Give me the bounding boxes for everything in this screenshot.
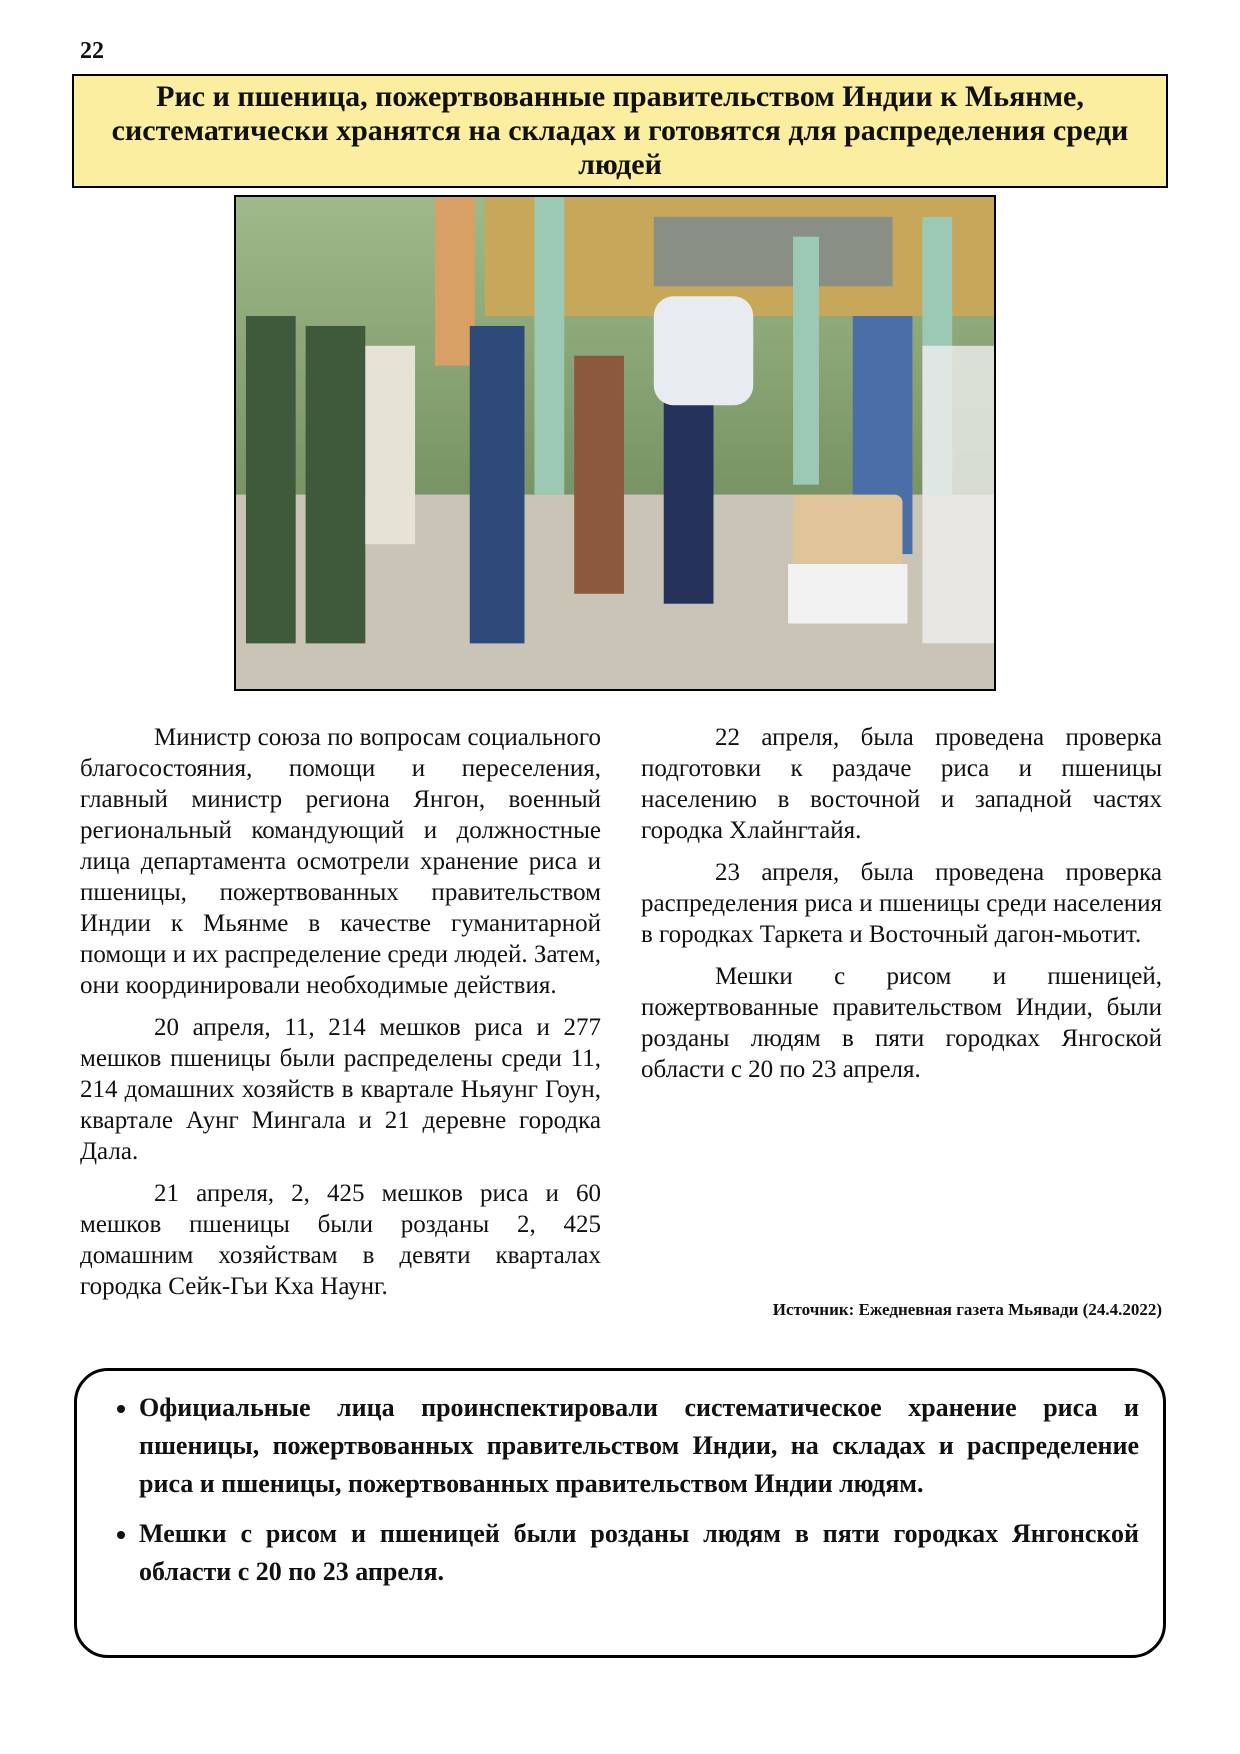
summary-bullet: • Официальные лица проинспектировали систематическое хранение риса и пшеницы, пожертвованных правительством Индии, на складах и распределение риса и пшеницы, пожертвованных правительством Индии людям. xyxy=(139,1389,1139,1503)
article-paragraph: Министр союза по вопросам социального благосостояния, помощи и переселения, главный министр региона Янгон, военный региональный командующий и должностные лица департамента осмотрели хранение риса и пшеницы, пожертвованных правительством Индии к Мьянме в качестве гуманитарной помощи и их распределение среди людей. Затем, они координировали необходимые действия. xyxy=(80,724,601,999)
article-paragraph: 20 апреля, 11, 214 мешков риса и 277 мешков пшеницы были распределены среди 11, 214 домашних хозяйств в квартале Ньяунг Гоун, квартале Аунг Мингала и 21 деревне городка Дала. xyxy=(80,1014,601,1165)
article-paragraph: 21 апреля, 2, 425 мешков риса и 60 мешков пшеницы были розданы 2, 425 домашним хозяйствам в девяти кварталах городка Сейк-Гьи Кха Наунг. xyxy=(80,1180,601,1300)
page-number: 22 xyxy=(80,38,104,64)
title-box xyxy=(72,74,1168,188)
summary-box xyxy=(74,1368,1166,1658)
article-paragraph: Мешки с рисом и пшеницей, пожертвованные правительством Индии, были розданы людям в пяти городках Янгоской области с 20 по 23 апреля. xyxy=(641,963,1162,1083)
article-photo xyxy=(234,195,996,691)
article-paragraph: 22 апреля, была проведена проверка подготовки к раздаче риса и пшеницы населению в восточной и западной частях городка Хлайнгтайя. xyxy=(641,724,1162,844)
source-credit: Источник: Ежедневная газета Мьявади (24.4.2022) xyxy=(772,1300,1162,1319)
summary-bullet: • Мешки с рисом и пшеницей были розданы людям в пяти городках Янгонской области с 20 по 23 апреля. xyxy=(139,1515,1139,1591)
photo-placeholder-icon xyxy=(236,197,994,689)
article-text xyxy=(80,722,1162,1332)
page-title: Рис и пшеница, пожертвованные правительством Индии к Мьянме, систематически хранятся на складах и готовятся для распределения среди людей xyxy=(111,80,1129,181)
article-paragraph: 23 апреля, была проведена проверка распределения риса и пшеницы среди населения в городках Таркета и Восточный дагон-мьотит. xyxy=(641,859,1162,948)
summary-list xyxy=(97,1389,1139,1591)
